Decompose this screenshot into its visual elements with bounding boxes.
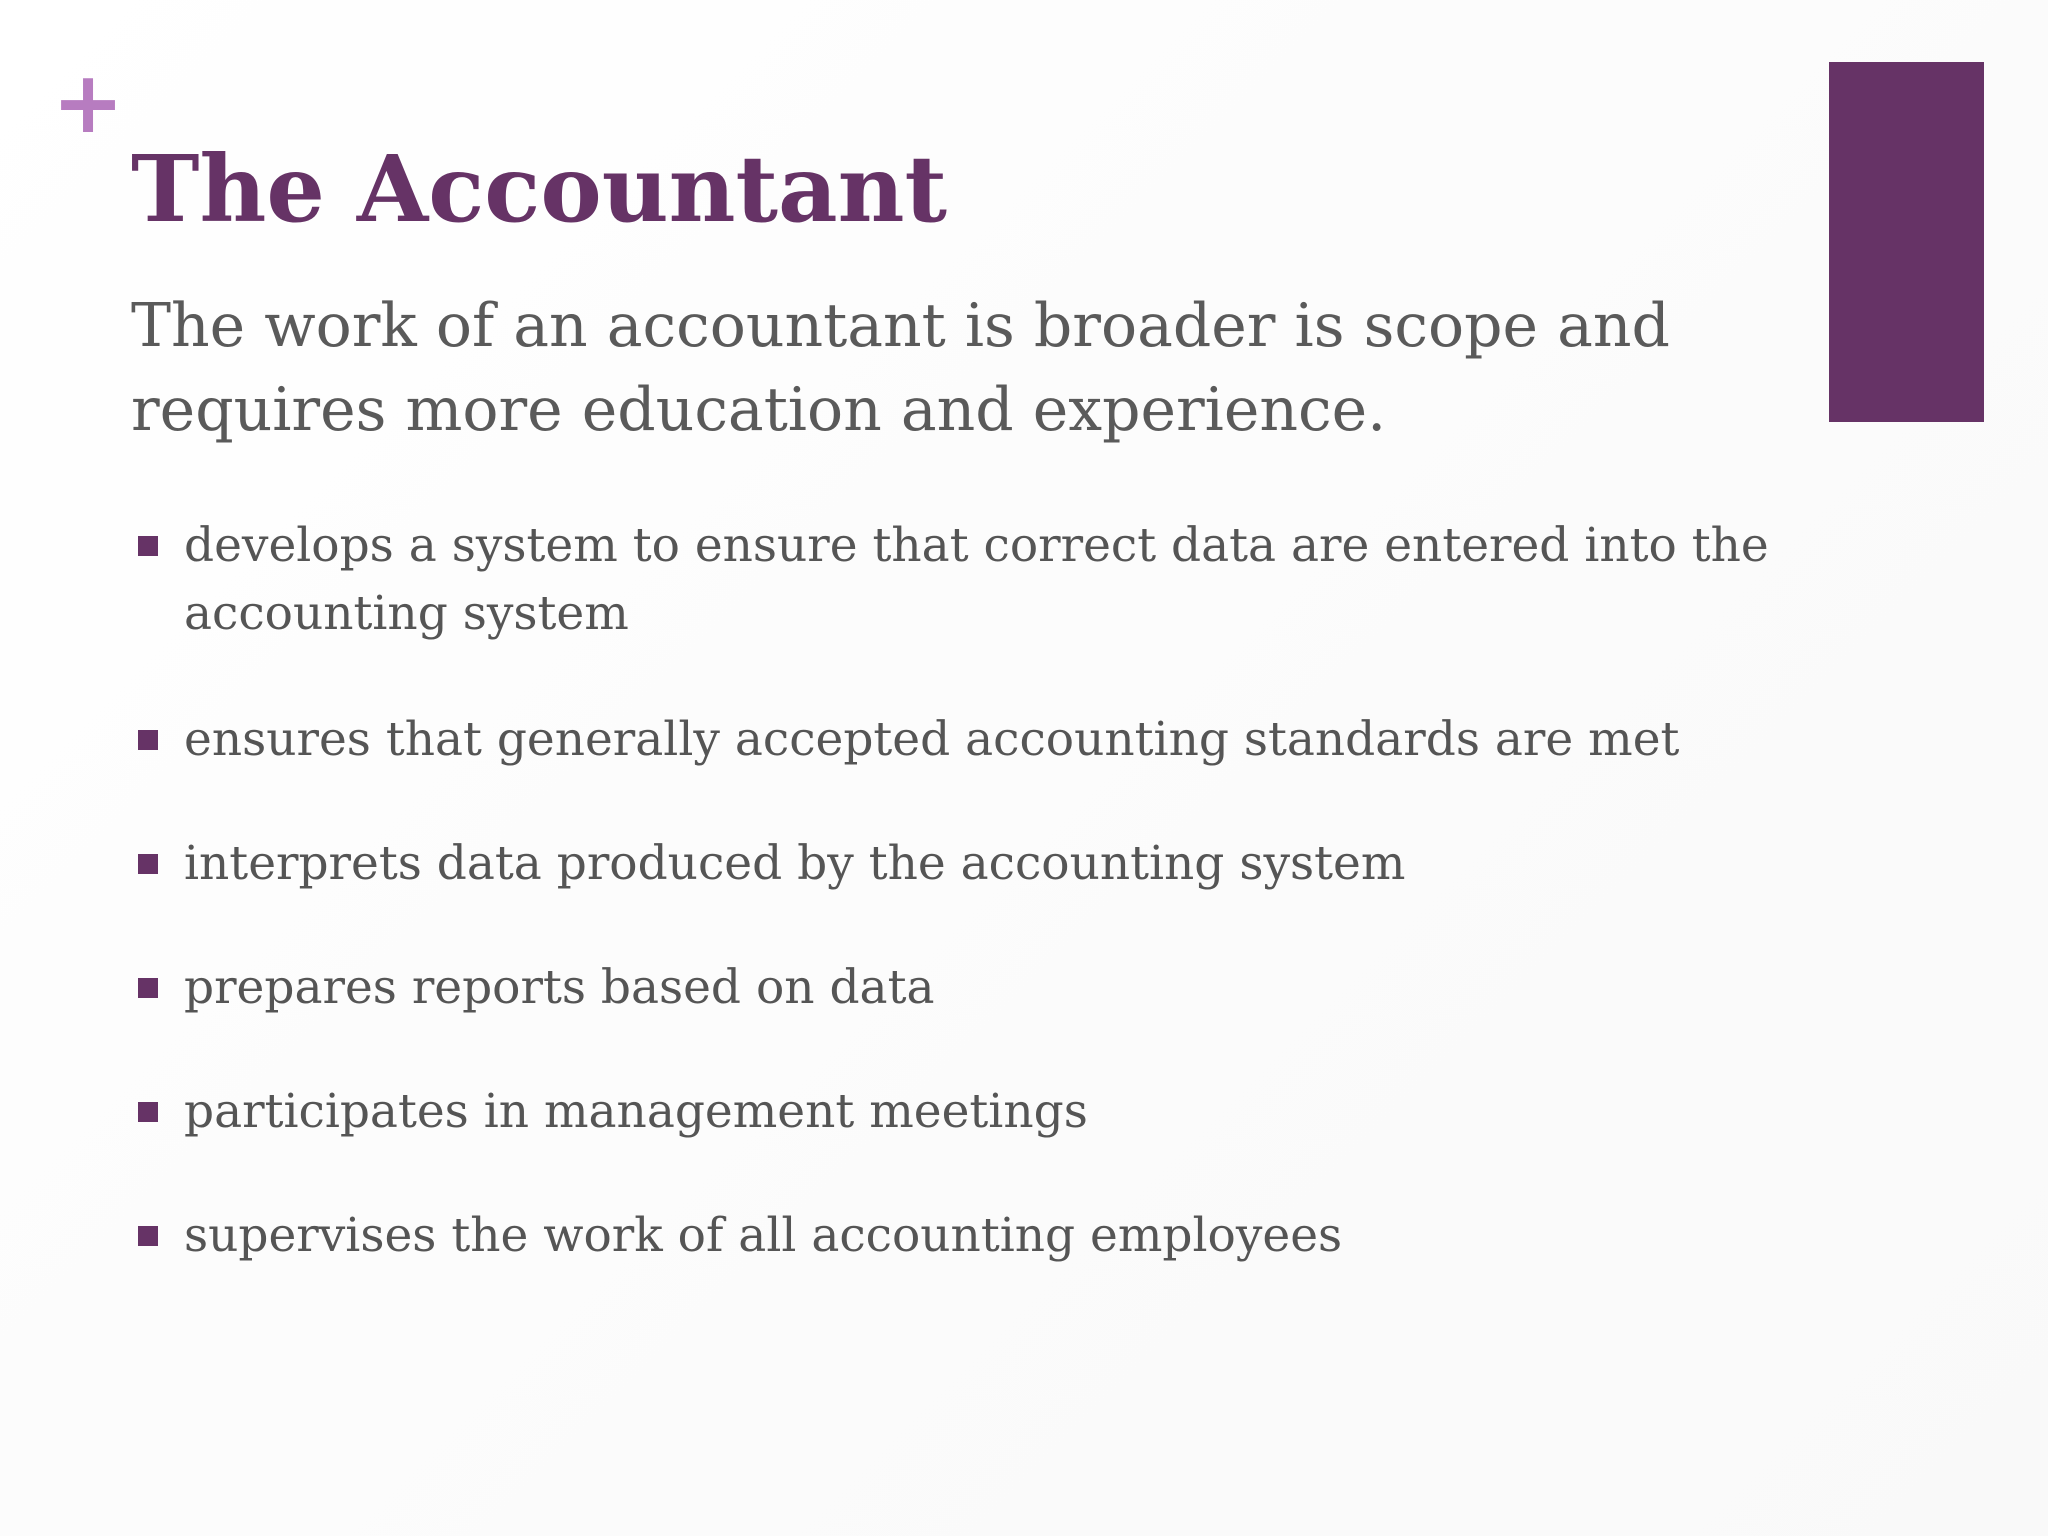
bullet-list — [131, 512, 1831, 1326]
bullet-text: ensures that generally accepted accounting standards are met — [184, 712, 1680, 767]
slide-title: The Accountant — [131, 135, 947, 243]
square-bullet-icon — [138, 536, 158, 556]
bullet-text: supervises the work of all accounting employees — [184, 1208, 1343, 1263]
square-bullet-icon — [138, 978, 158, 998]
bullet-item — [131, 512, 1831, 648]
bullet-item — [131, 706, 1831, 774]
square-bullet-icon — [138, 1226, 158, 1246]
bullet-item — [131, 1078, 1831, 1146]
plus-icon: + — [52, 53, 125, 153]
intro-text: The work of an accountant is broader is scope and requires more education and experience. — [131, 291, 1670, 445]
square-bullet-icon — [138, 730, 158, 750]
square-bullet-icon — [138, 854, 158, 874]
bullet-text: participates in management meetings — [184, 1084, 1088, 1139]
bullet-item — [131, 830, 1831, 898]
bullet-item — [131, 954, 1831, 1022]
bullet-item — [131, 1202, 1831, 1270]
bullet-text: interprets data produced by the accounting system — [184, 836, 1406, 891]
bullet-text: prepares reports based on data — [184, 960, 935, 1015]
square-bullet-icon — [138, 1102, 158, 1122]
bullet-text: develops a system to ensure that correct data are entered into the accounting system — [184, 518, 1769, 641]
accent-bar — [1829, 62, 1984, 422]
